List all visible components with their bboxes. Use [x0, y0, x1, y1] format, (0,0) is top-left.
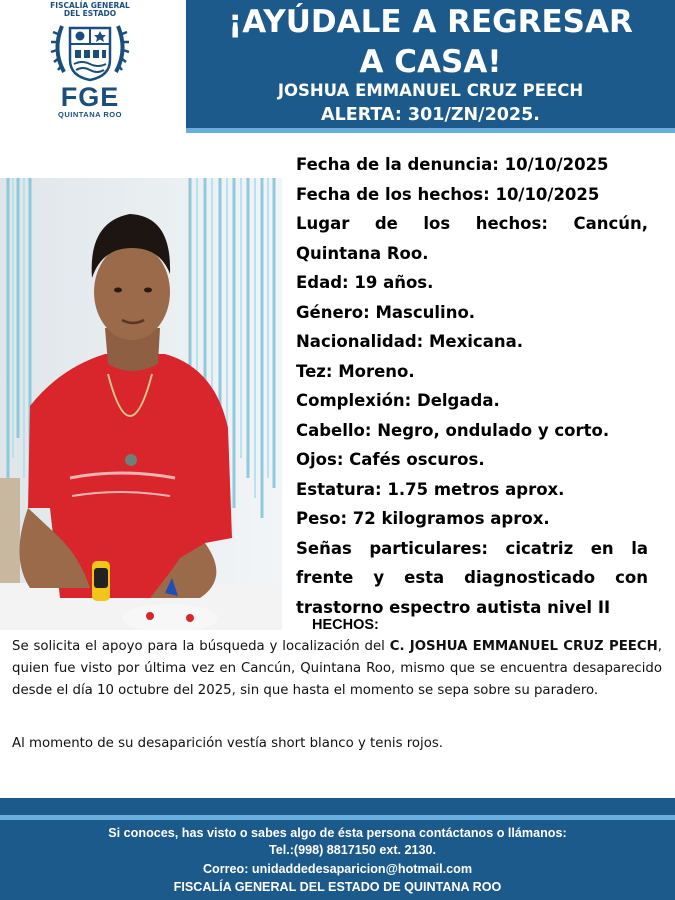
person-details — [296, 150, 648, 622]
missing-person-photo — [0, 178, 282, 630]
footer-agency: FISCALÍA GENERAL DEL ESTADO DE QUINTANA ROO — [173, 880, 502, 894]
detail-location: Lugar de los hechos: Cancún, Quintana Roo. — [296, 214, 648, 263]
title-line-1: ¡AYÚDALE A REGRESAR — [228, 4, 633, 40]
logo-top-text-2: DEL ESTADO — [63, 9, 117, 18]
title-line-2: A CASA! — [359, 44, 502, 80]
hechos-text-c: , quien fue visto por última vez en Cancún, Quintana Roo, mismo que se encuentra desaparecido desde el día 10 octubre del 2025, sin que hasta el momento se sepa sobre su paradero. — [12, 639, 662, 698]
hechos-heading: HECHOS: — [312, 617, 379, 633]
detail-hair: Cabello: Negro, ondulado y corto. — [296, 420, 610, 440]
detail-nationality: Nacionalidad: Mexicana. — [296, 332, 523, 351]
footer-email[interactable]: Correo: unidaddedesaparicion@hotmail.com — [202, 862, 473, 876]
hechos-paragraph-2: Al momento de su desaparición vestía short blanco y tenis rojos. — [12, 736, 444, 751]
fge-logo — [42, 2, 138, 132]
hechos-text-a: Se solicita el apoyo para la búsqueda y localización del — [12, 639, 390, 654]
alert-number: ALERTA: 301/ZN/2025. — [321, 105, 540, 125]
state-seal-icon — [48, 20, 132, 84]
person-photo-illustration — [0, 178, 282, 630]
detail-skin: Tez: Moreno. — [296, 361, 415, 381]
logo-top-text-1: FISCALÍA GENERAL — [50, 1, 130, 10]
hechos-person-name: C. JOSHUA EMMANUEL CRUZ PEECH — [389, 639, 658, 654]
footer-accent-line — [0, 815, 675, 820]
detail-build: Complexión: Delgada. — [296, 391, 500, 410]
detail-distinguishing-marks: Señas particulares: cicatriz en la frente y esta diagnosticado con trastorno espectro autista nivel II — [296, 538, 648, 617]
footer-contact-prompt: Si conoces, has visto o sabes algo de ésta persona contáctanos o llámanos: — [108, 826, 567, 840]
hechos-paragraph-1 — [12, 636, 662, 702]
detail-weight: Peso: 72 kilogramos aprox. — [296, 509, 550, 528]
logo-state: QUINTANA ROO — [58, 110, 122, 119]
detail-event-date: Fecha de los hechos: 10/10/2025 — [296, 184, 600, 204]
detail-age: Edad: 19 años. — [296, 273, 434, 292]
logo-acronym: FGE — [60, 82, 120, 112]
detail-report-date: Fecha de la denuncia: 10/10/2025 — [296, 155, 609, 174]
page-title — [186, 2, 675, 82]
detail-height: Estatura: 1.75 metros aprox. — [296, 479, 565, 499]
header-accent-line — [186, 128, 675, 133]
detail-eyes: Ojos: Cafés oscuros. — [296, 450, 485, 469]
detail-gender: Género: Masculino. — [296, 302, 476, 322]
footer-phone[interactable]: Tel.:(998) 8817150 ext. 2130. — [268, 843, 437, 857]
missing-person-name: JOSHUA EMMANUEL CRUZ PEECH — [277, 81, 584, 100]
